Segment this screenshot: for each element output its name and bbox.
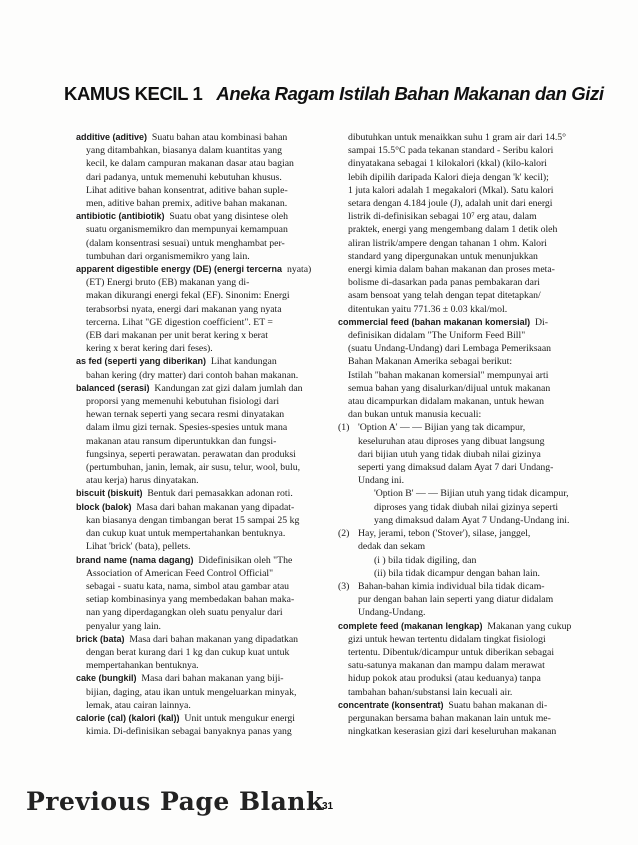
title-part-a: KAMUS KECIL 1 — [64, 83, 203, 104]
entry-line: Istilah "bahan makanan komersial" mempunyai arti — [348, 369, 549, 381]
entry-line: nan yang diperdagangkan oleh suatu penyalur dari — [86, 607, 283, 619]
entry-line: atau dicampurkan didalam makanan, untuk hewan — [348, 396, 545, 408]
entry-line: sampai 15.5°C pada tekanan standard - Seribu kalori — [348, 145, 554, 157]
entry-line: Hay, jerami, tebon ('Stover'), silase, janggel, — [358, 528, 531, 540]
entry-line: Didefinisikan oleh "The — [198, 554, 293, 566]
entry-line: dalam ilmu gizi ternak. Spesies-spesies untuk mana — [86, 422, 288, 434]
entry-line: definisikan didalam "The Uniform Feed Bill" — [348, 330, 526, 342]
entry-line: Undang ini. — [358, 475, 405, 487]
list-subitem-ii: (ii) bila tidak dicampur dengan bahan lain. — [374, 567, 540, 579]
entry-line: bijian, daging, atau ikan untuk mengeluarkan minyak, — [86, 686, 297, 698]
list-subitem-i: (i ) bila tidak digiling, dan — [374, 554, 477, 566]
entry-term: antibiotic (antibiotik) — [76, 211, 165, 222]
entry-line: asam bensoat yang telah dengan tepat ditetapkan/ — [348, 290, 541, 302]
entry-line: tumbuhan dari organismemikro yang lain. — [86, 250, 250, 262]
entry-line: kering x berat kering dari feses). — [86, 343, 213, 355]
entry-line: energi kimia dalam bahan makanan dan proses meta- — [348, 264, 555, 276]
entry-line: Lihat 'brick' (bata), pellets. — [86, 541, 191, 553]
entry-line: Suatu bahan atau kombinasi bahan — [151, 132, 288, 143]
list-number: (1) — [338, 422, 350, 434]
entry-line: Di- — [534, 316, 548, 328]
entry-term: calorie (cal) (kalori (kal)) — [76, 712, 180, 723]
entry-term: concentrate (konsentrat) — [338, 699, 444, 710]
entry-line: dedak dan sekam — [358, 541, 426, 553]
entry-line: pur dengan bahan lain seperti yang diatur didalam — [358, 594, 554, 606]
entry-calorie-continued — [338, 131, 584, 316]
left-column — [76, 131, 312, 738]
entry-line: keseluruhan atau diproses yang dibuat langsung — [358, 435, 545, 447]
entry-line: kecil, ke dalam campuran makanan dasar atau bagian — [86, 158, 294, 170]
entry-line: Masa dari bahan makanan yang biji- — [141, 673, 284, 685]
entry-term: as fed (seperti yang diberikan) — [76, 356, 207, 367]
entry-line: dan bukan untuk manusia kecuali: — [348, 409, 482, 421]
list-item-1 — [338, 421, 584, 487]
entry-line: (dalam konsentrasi sesuai) untuk menghambat per- — [86, 237, 285, 249]
dictionary-entry — [76, 382, 312, 488]
entry-line: hidup pokok atau produksi (atau keduanya) tanpa — [348, 673, 541, 685]
entry-line: dengan berat kurang dari 1 kg dan cukup kuat untuk — [86, 646, 290, 658]
entry-line: ningkatkan keserasian gizi dari keseluruhan makanan — [348, 726, 557, 738]
entry-line: satu-satunya makanan dan mampu dalam merawat — [348, 660, 545, 672]
entry-line: kimia. Di-definisikan sebagai banyaknya panas yang — [86, 726, 292, 738]
entry-term: apparent digestible energy (DE) (energi tercerna — [76, 264, 283, 275]
dictionary-entry — [76, 263, 312, 355]
entry-line: aliran listrik/ampere dengan tahanan 1 ohm. Kalori — [348, 237, 547, 249]
entry-line: Unit untuk mengukur energi — [184, 712, 295, 724]
entry-line: makanan atau ransum diperuntukkan dan fungsi- — [86, 435, 277, 447]
dictionary-entry — [76, 633, 312, 673]
entry-line: praktek, energi yang mengembang dalam 1 detik oleh — [348, 224, 558, 236]
entry-line: 'Option A' — — Bijian yang tak dicampur, — [358, 422, 526, 434]
entry-line: (EB dari makanan per unit berat kering x berat — [86, 330, 268, 342]
entry-line: Suatu obat yang disintese oleh — [169, 211, 288, 223]
entry-line: Lihat kandungan — [210, 356, 277, 368]
entry-line: sebagai - suatu kata, nama, simbol atau gambar atau — [86, 580, 290, 592]
entry-line: mempertahankan bentuknya. — [86, 660, 199, 672]
entry-complete-feed — [338, 620, 584, 699]
entry-line: dinyatakana sebagai 1 kilokalori (kkal) (kilo-kalori — [348, 158, 547, 170]
page-number: 31 — [322, 801, 334, 812]
list-text-option-b — [338, 487, 584, 527]
entry-line: Lihat aditive bahan konsentrat, aditive bahan suple- — [86, 184, 288, 196]
dictionary-entry — [76, 487, 312, 500]
entry-term: balanced (serasi) — [76, 382, 150, 393]
entry-line: atau kerja) harus dinyatakan. — [86, 475, 199, 487]
list-number: (2) — [338, 528, 350, 540]
entry-line: seperti yang dimaksud dalam Ayat 7 dari Undang- — [358, 462, 554, 474]
entry-line: lebih dipilih daripada Kalori dieja dengan 'k' kecil); — [348, 171, 549, 183]
entry-line: dan cukup kuat untuk mempertahankan bentuknya. — [86, 528, 286, 540]
dictionary-entry — [76, 712, 312, 738]
list-number: (3) — [338, 580, 350, 592]
entry-line: proporsi yang memenuhi kebutuhan fisiologi dari — [86, 396, 280, 408]
entry-term: complete feed (makanan lengkap) — [338, 620, 483, 631]
entry-line: tambahan bahan/substansi lain kecuali air. — [348, 686, 513, 698]
entry-term: brick (bata) — [76, 633, 125, 644]
entry-line: Kandungan zat gizi dalam jumlah dan — [154, 382, 303, 394]
entry-line: pergunakan bersama bahan makanan lain untuk me- — [348, 712, 551, 724]
entry-line: Association of American Feed Control Official" — [86, 567, 274, 579]
entry-line: nyata) (ET) Energi bruto (EB) makanan yang di- — [86, 264, 312, 289]
right-column — [338, 131, 584, 738]
entry-line: Bahan Makanan Amerika sebagai berikut: — [348, 356, 513, 368]
entry-line: tercerna. Lihat "GE digestion coefficient". ET = — [86, 316, 273, 328]
entry-line: yang ditambahkan, biasanya dalam kuantitas yang — [86, 145, 283, 157]
dictionary-entry — [76, 355, 312, 381]
list-text — [358, 580, 584, 620]
entry-term: block (balok) — [76, 501, 132, 512]
entry-line: tertentu. Dibentuk/dicampur untuk diberikan sebagai — [348, 646, 555, 658]
entry-line: penyalur yang lain. — [86, 620, 161, 632]
entry-line: makan dikurangi energi fekal (EF). Sinonim: Energi — [86, 290, 290, 302]
entry-line: ditentukan yaitu 771.36 ± 0.03 kkal/mol. — [348, 303, 508, 315]
dictionary-entry — [76, 210, 312, 263]
list-text — [358, 421, 584, 487]
entry-term: commercial feed (bahan makanan komersial) — [338, 316, 531, 327]
entry-line: gizi untuk hewan tertentu didalam tingkat fisiologi — [348, 633, 546, 645]
entry-line: suatu organismemikro dan mempunyai kemampuan — [86, 224, 288, 236]
entry-line: listrik di-definisikan sebagai 10⁷ erg atau, dalam — [348, 211, 537, 223]
entry-line: Bentuk dari pemasakkan adonan roti. — [147, 488, 293, 500]
page-title — [64, 83, 604, 105]
entry-line: semua bahan yang disalurkan/dijual untuk makanan — [348, 382, 551, 394]
entry-line: 1 juta kalori adalah 1 megakalori (Mkal). Satu kalori — [348, 184, 554, 196]
entry-line: fungsinya, seperti perawatan. perawatan dan produksi — [86, 448, 296, 460]
entry-line: diproses yang tidak diubah nilai gizinya seperti — [374, 501, 559, 513]
entry-concentrate — [338, 699, 584, 739]
entry-line: kan biasanya dengan timbangan berat 15 sampai 25 kg — [86, 514, 300, 526]
entry-line: Suatu bahan makanan di- — [448, 699, 548, 711]
entry-term: brand name (nama dagang) — [76, 554, 194, 565]
previous-page-blank-stamp: Previous Page Blank — [26, 787, 324, 816]
entry-line: Masa dari bahan makanan yang dipadat- — [136, 501, 295, 513]
entry-line: 'Option B' — — Bijian utuh yang tidak dicampur, — [374, 488, 569, 500]
dictionary-entry — [76, 131, 312, 210]
list-text — [358, 527, 584, 553]
entry-term: biscuit (biskuit) — [76, 488, 143, 499]
entry-line: men, aditive bahan premix, aditive bahan makanan. — [86, 198, 288, 210]
entry-line: terabsorbsi nyata, energi dari makanan yang nyata — [86, 303, 282, 315]
entry-commercial-feed — [338, 316, 584, 422]
entry-line: setara dengan 4.184 joule (J), adalah unit dari energi — [348, 198, 553, 210]
entry-line: standard yang dipergunakan untuk menunjukkan — [348, 250, 538, 262]
entry-term: additive (aditive) — [76, 132, 148, 142]
entry-line: dari padanya, untuk memenuhi kebutuhan khusus. — [86, 171, 282, 183]
entry-line: (suatu Undang-Undang) dari Lembaga Pemeriksaan — [348, 343, 552, 355]
list-item-3 — [338, 580, 584, 620]
entry-line: Makanan yang cukup — [487, 620, 572, 632]
entry-line: (pertumbuhan, janin, lemak, air susu, telur, wool, bulu, — [86, 462, 301, 474]
entry-line: yang dimaksud dalam Ayat 7 Undang-Undang ini. — [374, 514, 570, 526]
dictionary-entry — [76, 554, 312, 633]
entry-line: bahan kering (dry matter) dari contoh bahan makanan. — [86, 369, 299, 381]
entry-line: Undang-Undang. — [358, 607, 426, 619]
entry-line: dari bijian utuh yang tidak diubah nilai gizinya — [358, 448, 541, 460]
entry-line: setiap kombinasinya yang membedakan bahan maka- — [86, 594, 295, 606]
entry-line: hewan ternak seperti yang secara resmi dinyatakan — [86, 409, 285, 421]
entry-term: cake (bungkil) — [76, 673, 137, 684]
dictionary-entry — [76, 501, 312, 554]
entry-line: Masa dari bahan makanan yang dipadatkan — [129, 633, 299, 645]
entry-line: Bahan-bahan kimia individual bila tidak dicam- — [358, 580, 545, 592]
title-part-b: Aneka Ragam Istilah Bahan Makanan dan Gizi — [216, 83, 604, 104]
dictionary-entry — [76, 672, 312, 712]
entry-line: bolisme di-dasarkan pada panas pembakaran dari — [348, 277, 540, 289]
list-item-2 — [338, 527, 584, 553]
entry-line: lemak, atau cairan lainnya. — [86, 699, 191, 711]
entry-line: dibutuhkan untuk menaikkan suhu 1 gram air dari 14.5° — [348, 132, 567, 143]
